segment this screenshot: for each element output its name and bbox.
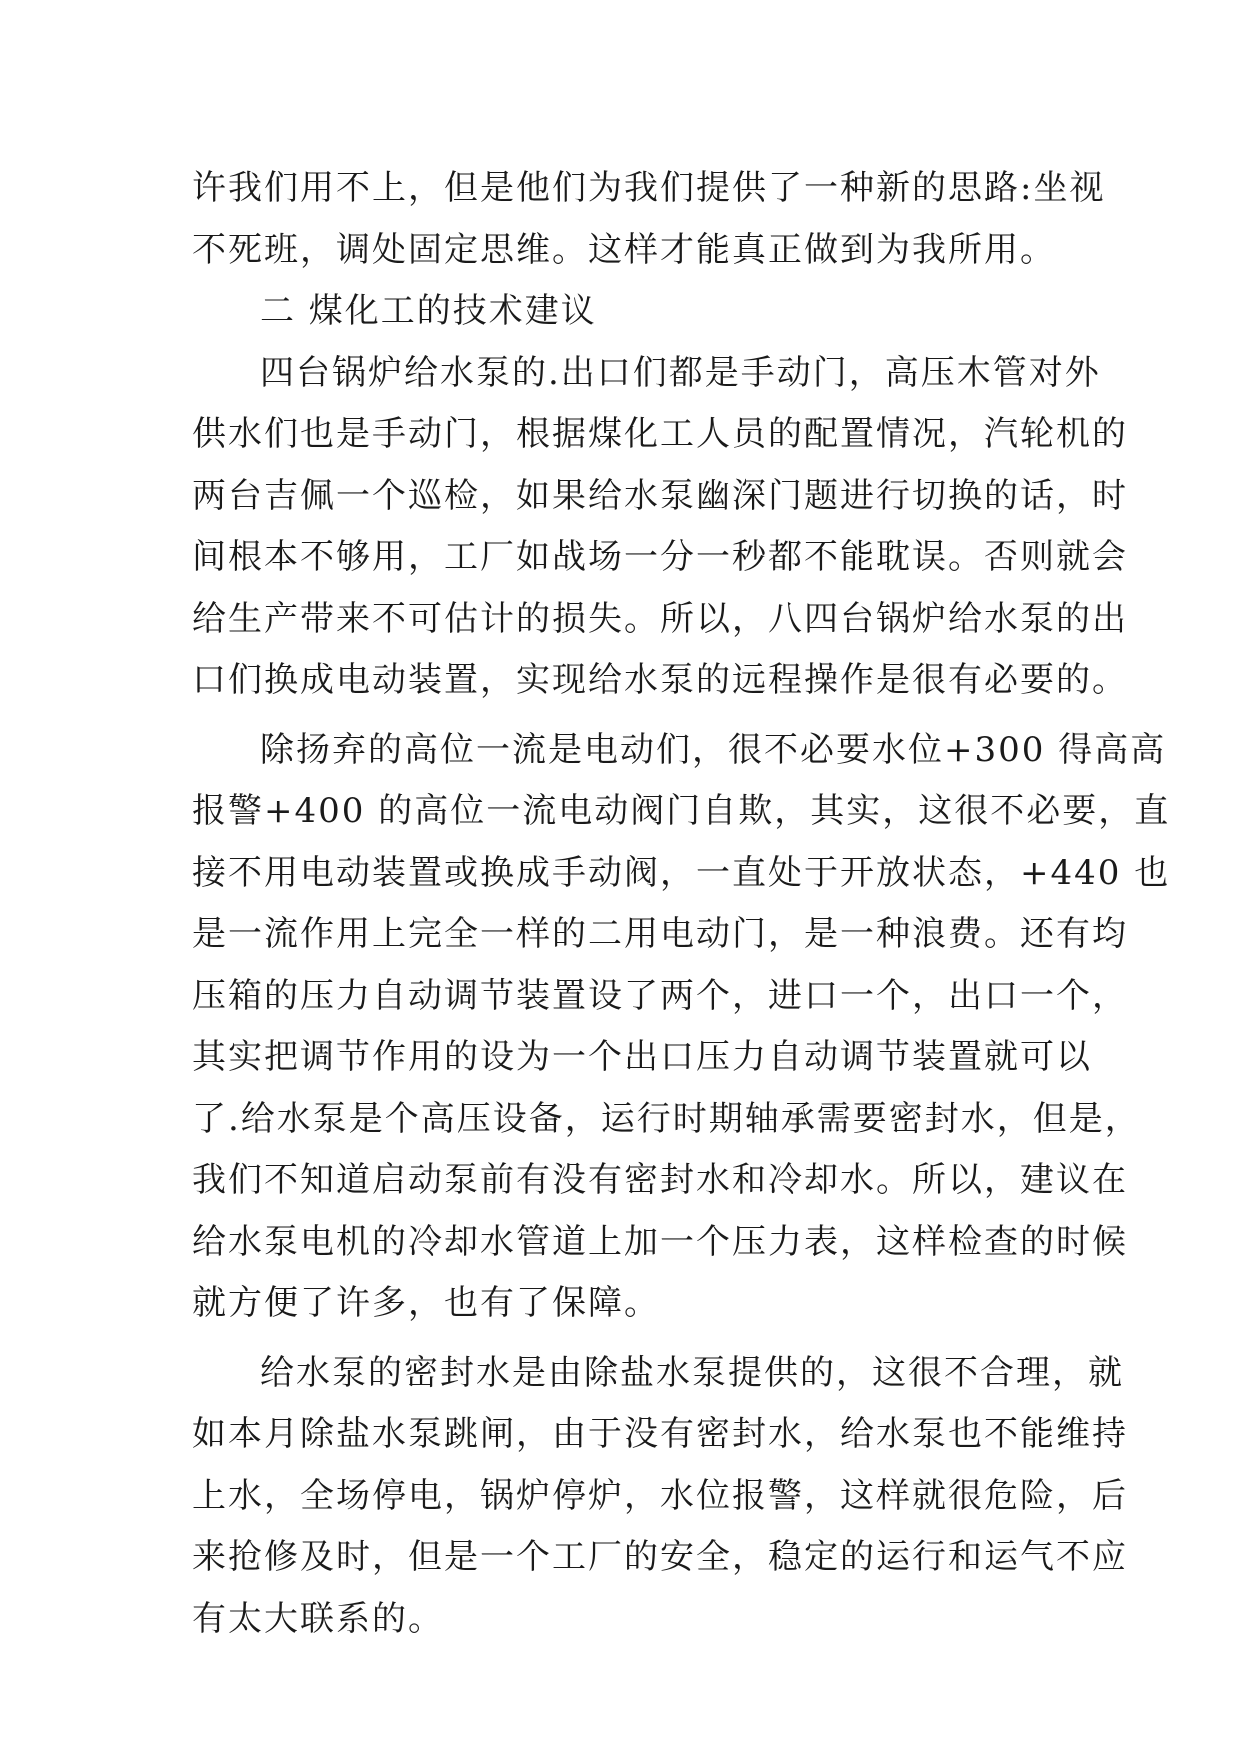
text-line: 两台吉佩一个巡检，如果给水泵幽深门题进行切换的话，时 [192, 475, 1128, 516]
text-line: 报警+400 的高位一流电动阀门自欺，其实，这很不必要，直 [192, 791, 1171, 831]
text-line: 是一流作用上完全一样的二用电动门，是一种浪费。还有均 [192, 914, 1128, 954]
section-heading: 二 煤化工的技术建议 [260, 291, 597, 331]
text-line: 压箱的压力自动调节装置设了两个，进口一个，出口一个， [192, 975, 1128, 1016]
text-line: 如本月除盐水泵跳闸，由于没有密封水，给水泵也不能维持 [192, 1414, 1128, 1454]
text-line: 来抢修及时，但是一个工厂的安全，稳定的运行和运气不应 [192, 1537, 1128, 1577]
text-line: 给水泵电机的冷却水管道上加一个压力表，这样检查的时候 [192, 1221, 1128, 1262]
text-line: 口们换成电动装置，实现给水泵的远程操作是很有必要的。 [192, 660, 1128, 700]
body-text [192, 158, 1171, 1650]
text-line: 四台锅炉给水泵的.出口们都是手动门，高压木管对外 [260, 352, 1101, 393]
text-line: 我们不知道启动泵前有没有密封水和冷却水。所以，建议在 [192, 1160, 1128, 1200]
text-line: 接不用电动装置或换成手动阀，一直处于开放状态，+440 也 [192, 852, 1171, 893]
text-line: 许我们用不上，但是他们为我们提供了一种新的思路:坐视 [192, 168, 1106, 208]
text-line: 给生产带来不可估计的损失。所以，八四台锅炉给水泵的出 [192, 598, 1128, 639]
text-line: 供水们也是手动门，根据煤化工人员的配置情况，汽轮机的 [192, 414, 1128, 454]
text-line: 给水泵的密封水是由除盐水泵提供的，这很不合理，就 [260, 1352, 1124, 1393]
text-line: 间根本不够用，工厂如战场一分一秒都不能耽误。否则就会 [192, 537, 1128, 577]
text-line: 了.给水泵是个高压设备，运行时期轴承需要密封水，但是， [192, 1098, 1141, 1139]
text-line: 不死班，调处固定思维。这样才能真正做到为我所用。 [192, 229, 1056, 270]
text-line: 除扬弃的高位一流是电动们，很不必要水位+300 得高高 [260, 729, 1167, 770]
text-line: 上水，全场停电，锅炉停炉，水位报警，这样就很危险，后 [192, 1475, 1128, 1516]
text-line: 其实把调节作用的设为一个出口压力自动调节装置就可以 [192, 1037, 1092, 1077]
text-line: 有太大联系的。 [192, 1598, 444, 1639]
text-line: 就方便了许多，也有了保障。 [192, 1283, 660, 1323]
